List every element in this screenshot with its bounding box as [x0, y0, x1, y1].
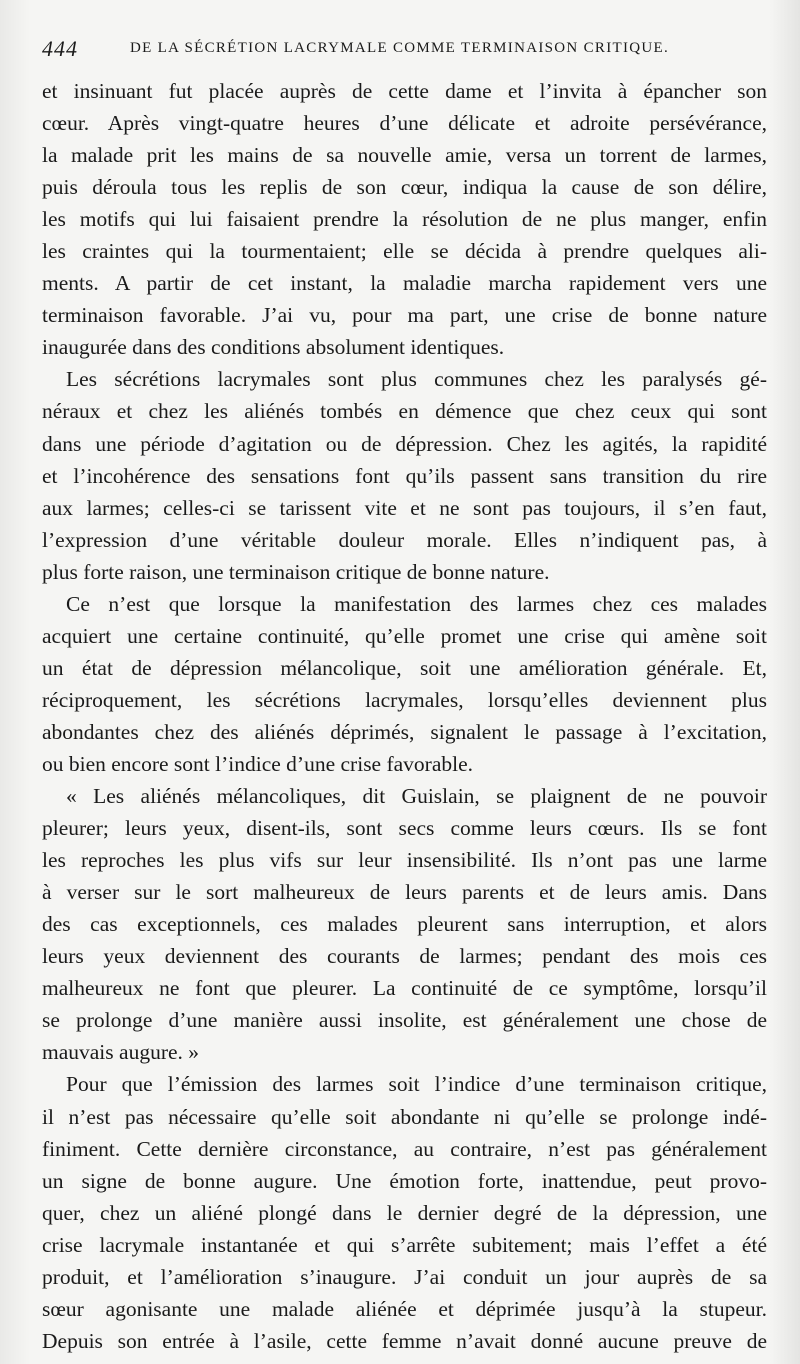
- text-line: Depuis son entrée à l’asile, cette femme n’avait donné aucune preuve de: [42, 1328, 767, 1353]
- text-line: et insinuant fut placée auprès de cette dame et l’invita à épancher son: [42, 79, 767, 103]
- text-line: Pour que l’émission des larmes soit l’indice d’une terminaison critique,: [66, 1072, 767, 1097]
- text-line: dans une période d’agitation ou de dépression. Chez les agités, la rapidité: [42, 431, 767, 456]
- body-text: [42, 75, 767, 1357]
- text-line: l’expression d’une véritable douleur morale. Elles n’indiquent pas, à: [42, 527, 767, 552]
- running-header: [42, 36, 767, 64]
- page-number: 444: [42, 36, 78, 61]
- text-line: un signe de bonne augure. Une émotion forte, inattendue, peut provo-: [42, 1168, 767, 1193]
- text-line: réciproquement, les sécrétions lacrymales, lorsqu’elles deviennent plus: [42, 687, 767, 712]
- text-line: et l’incohérence des sensations font qu’ils passent sans transition du rire: [42, 463, 767, 488]
- text-line: cœur. Après vingt-quatre heures d’une délicate et adroite persévérance,: [42, 111, 767, 136]
- text-line: malheureux ne font que pleurer. La continuité de ce symptôme, lorsqu’il: [42, 976, 767, 1001]
- text-line: abondantes chez des aliénés déprimés, signalent le passage à l’excitation,: [42, 719, 767, 744]
- text-line: pleurer; leurs yeux, disent-ils, sont secs comme leurs cœurs. Ils se font: [42, 816, 767, 841]
- text-line: terminaison favorable. J’ai vu, pour ma part, une crise de bonne nature: [42, 303, 767, 328]
- text-line: crise lacrymale instantanée et qui s’arrête subitement; mais l’effet a été: [42, 1232, 767, 1257]
- text-line: se prolonge d’une manière aussi insolite, est généralement une chose de: [42, 1008, 767, 1033]
- text-line: les reproches les plus vifs sur leur insensibilité. Ils n’ont pas une larme: [42, 848, 767, 873]
- text-line: leurs yeux deviennent des courants de larmes; pendant des mois ces: [42, 944, 767, 969]
- text-line: quer, chez un aliéné plongé dans le dernier degré de la dépression, une: [42, 1200, 767, 1225]
- text-line: puis déroula tous les replis de son cœur, indiqua la cause de son délire,: [42, 175, 767, 200]
- text-line: néraux et chez les aliénés tombés en démence que chez ceux qui sont: [42, 399, 767, 424]
- text-line: Ce n’est que lorsque la manifestation des larmes chez ces malades: [66, 591, 767, 616]
- text-line: à verser sur le sort malheureux de leurs parents et de leurs amis. Dans: [42, 880, 767, 905]
- running-title: DE LA SÉCRÉTION LACRYMALE COMME TERMINAISON CRITIQUE.: [130, 40, 670, 56]
- text-line: aux larmes; celles-ci se tarissent vite et ne sont pas toujours, il s’en faut,: [42, 495, 767, 520]
- text-line: ou bien encore sont l’indice d’une crise favorable.: [42, 751, 474, 776]
- text-line: acquiert une certaine continuité, qu’elle promet une crise qui amène soit: [42, 623, 767, 648]
- text-line: un état de dépression mélancolique, soit une amélioration générale. Et,: [42, 655, 767, 680]
- text-line: les craintes qui la tourmentaient; elle se décida à prendre quelques ali-: [42, 239, 767, 264]
- text-line: la malade prit les mains de sa nouvelle amie, versa un torrent de larmes,: [42, 143, 767, 168]
- text-line: mauvais augure. »: [42, 1040, 200, 1065]
- text-line: il n’est pas nécessaire qu’elle soit abondante ni qu’elle se prolonge indé-: [42, 1104, 767, 1129]
- text-line: plus forte raison, une terminaison critique de bonne nature.: [42, 559, 550, 584]
- text-line: ments. A partir de cet instant, la maladie marcha rapidement vers une: [42, 271, 767, 296]
- text-line: inaugurée dans des conditions absolument identiques.: [42, 335, 505, 360]
- text-line: des cas exceptionnels, ces malades pleurent sans interruption, et alors: [42, 912, 767, 937]
- text-line: Les sécrétions lacrymales sont plus communes chez les paralysés gé-: [66, 367, 767, 392]
- text-line: « Les aliénés mélancoliques, dit Guislain, se plaignent de ne pouvoir: [66, 784, 767, 809]
- text-line: les motifs qui lui faisaient prendre la résolution de ne plus manger, enfin: [42, 207, 767, 232]
- text-line: produit, et l’amélioration s’inaugure. J’ai conduit un jour auprès de sa: [42, 1264, 767, 1289]
- text-line: sœur agonisante une malade aliénée et déprimée jusqu’à la stupeur.: [42, 1296, 767, 1321]
- text-line: finiment. Cette dernière circonstance, au contraire, n’est pas généralement: [42, 1136, 767, 1161]
